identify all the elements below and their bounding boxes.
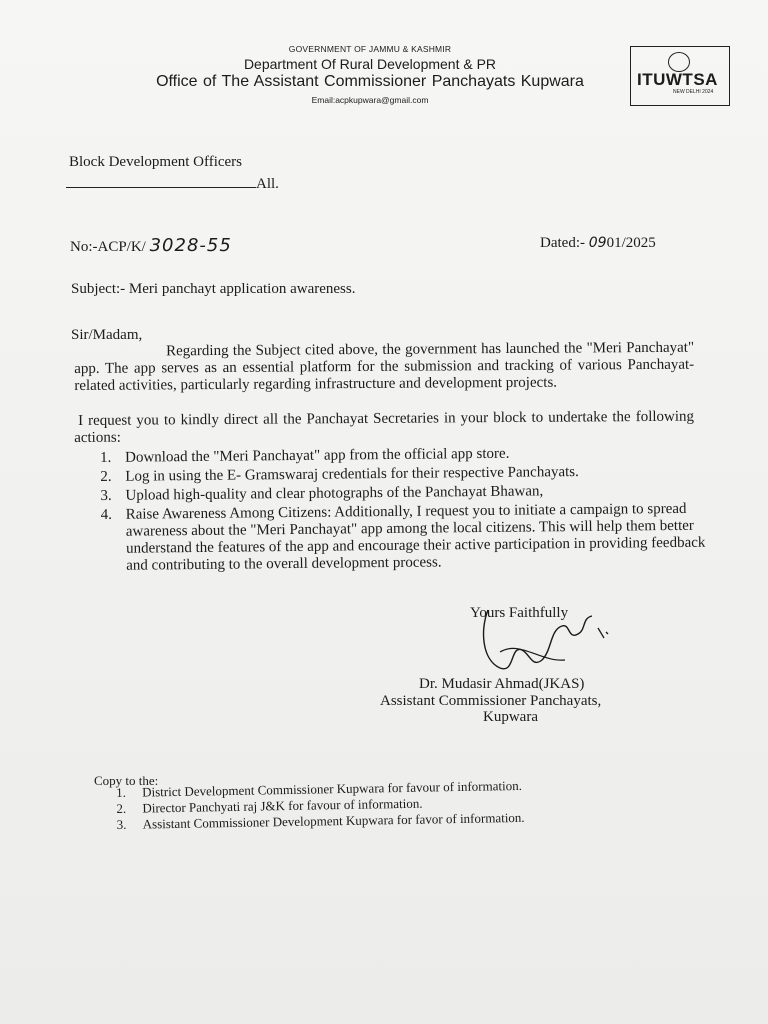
department-name: Department Of Rural Development & PR [243, 56, 497, 72]
item-number: 4. [100, 506, 113, 523]
paragraph-2: I request you to kindly direct all the Panchayat Secretaries in your block to undertake the following actions: [74, 408, 695, 446]
signatory-place: Kupwara [483, 709, 538, 725]
closing: Yours Faithfully [470, 605, 569, 621]
date-day-handwritten: 09 [588, 235, 607, 251]
signatory-name: Dr. Mudasir Ahmad(JKAS) [419, 676, 585, 692]
paragraph-1: Regarding the Subject cited above, the government has launched the "Meri Panchayat" app. The app serves as an essential platform for the submission and tracking of various Panchayat-related activities, particularly regarding infrastructure and development projects. [74, 339, 695, 394]
logo-subtitle: NEW DELHI 2024 [673, 89, 714, 95]
item-number: 3. [116, 816, 127, 832]
blank-line [66, 175, 256, 188]
addressee-line2 [66, 175, 279, 193]
item-text: Raise Awareness Among Citizens: Additionally, I request you to initiate a campaign to spread awareness about the "Meri Panchayat" app among the local citizens. This will help them better understand the features of the app and encourage their active participation in providing feedback and contributing to the overall development process. [125, 500, 706, 574]
list-item [101, 501, 722, 575]
reference-handwritten: 3028-55 [149, 235, 232, 256]
item-number: 2. [116, 800, 127, 816]
copy-to-title: Copy to the: [94, 773, 159, 788]
item-text: Upload high-quality and clear photographs of the Panchayat Bhawan, [125, 483, 544, 504]
item-number: 2. [100, 468, 112, 485]
item-number: 3. [100, 487, 112, 504]
office-email: Email:acpkupwara@gmail.com [311, 95, 429, 105]
item-text: Director Panchyati raj J&K for favour of information. [142, 795, 423, 816]
addressee-all: All. [256, 176, 279, 192]
ituwtsa-logo [630, 46, 730, 106]
logo-name: ITUWTSA [637, 70, 718, 89]
date-rest: 01/2025 [606, 235, 656, 251]
salutation: Sir/Madam, [71, 327, 143, 343]
letter-date [540, 235, 656, 252]
government-name: GOVERNMENT OF JAMMU & KASHMIR [288, 44, 452, 54]
addressee-line1: Block Development Officers [69, 154, 243, 170]
subject-line: Subject:- Meri panchayt application awareness. [71, 281, 356, 297]
reference-number [70, 237, 232, 256]
item-number: 1. [100, 449, 112, 466]
signatory-designation: Assistant Commissioner Panchayats, [380, 693, 602, 709]
item-text: Download the "Meri Panchayat" app from the official app store. [124, 445, 510, 466]
office-name: Office of The Assistant Commissioner Panchayats Kupwara [156, 73, 584, 90]
reference-prefix: No:-ACP/K/ [70, 239, 146, 255]
letterhead [90, 44, 650, 105]
date-label: Dated:- [540, 235, 585, 251]
item-number: 1. [116, 784, 127, 800]
item-text: Log in using the E- Gramswaraj credentials for their respective Panchayats. [125, 463, 579, 485]
item-text: District Development Commissioner Kupwara for favour of information. [141, 777, 523, 800]
copy-to-list [116, 775, 677, 833]
emblem-icon [668, 52, 690, 72]
action-list [100, 444, 721, 577]
item-text: Assistant Commissioner Development Kupwara for favor of information. [142, 809, 525, 832]
